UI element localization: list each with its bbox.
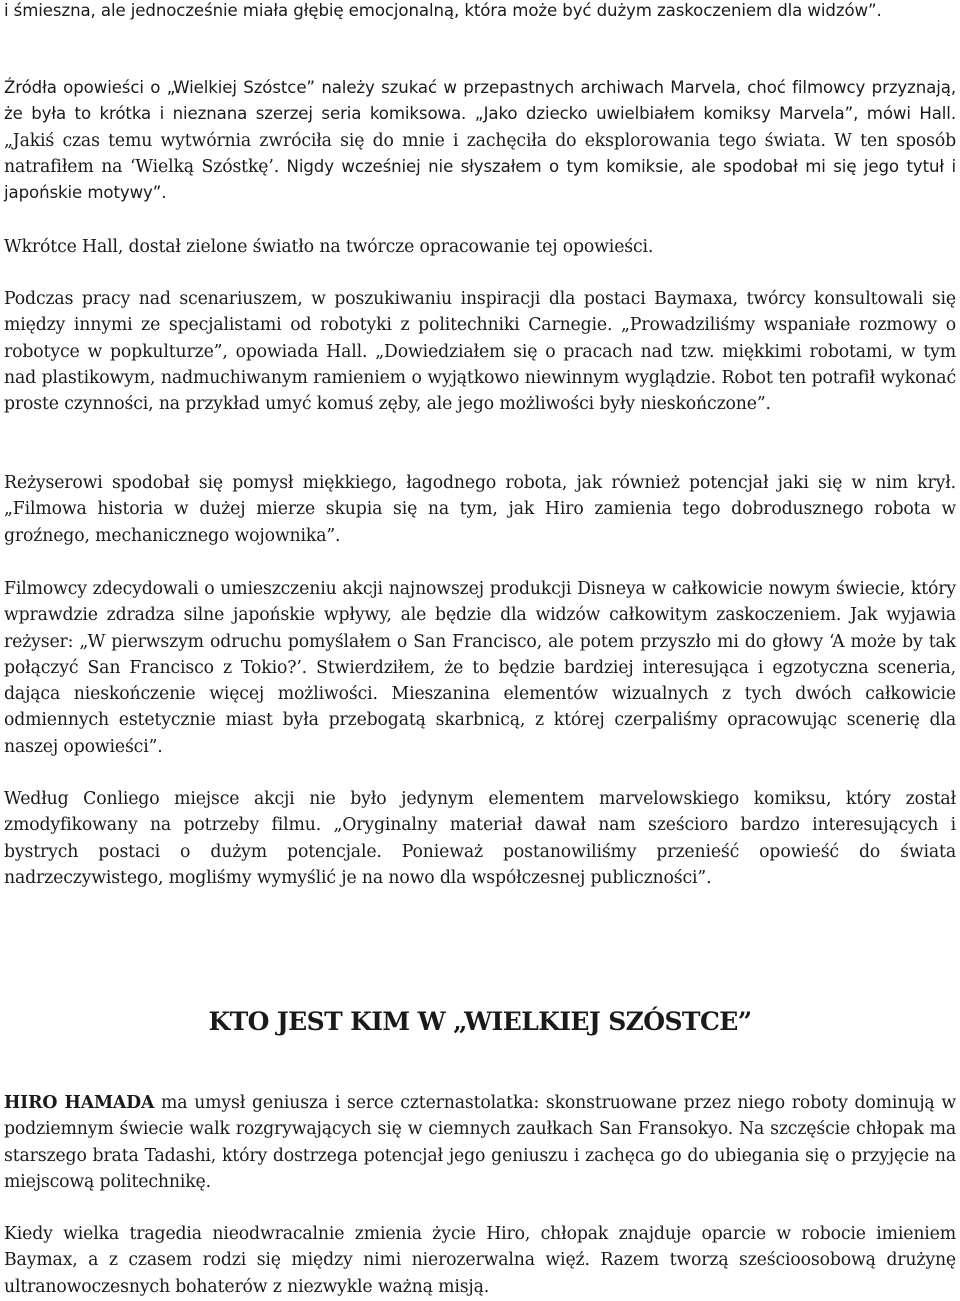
paragraph-director-idea <box>4 470 956 549</box>
paragraph-text-part: „Jakiś czas temu wytwórnia zwróciła się do mnie i zachęciła do eksplorowania tego świata. W ten sposób natrafiłem na ‘Wielką Szóstkę’. <box>4 130 956 177</box>
paragraph-text: Według Conliego miejsce akcji nie było jedynym elementem marvelowskiego komiksu, który został zmodyfikowany na potrzeby filmu. „Oryginalny materiał dawał nam sześcioro bardzo interesujących i bystrych postaci o dużym potencjale. Ponieważ postanowiliśmy przenieść opowieść do świata nadrzeczywistego, mogliśmy wymyślić je na nowo dla współczesnej publiczności”. <box>4 789 956 888</box>
paragraph-text: i śmieszna, ale jednocześnie miała głębię emocjonalną, która może być dużym zaskoczeniem dla widzów”. <box>4 1 882 20</box>
paragraph-scenario-research <box>4 286 956 417</box>
paragraph-baymax-team <box>4 1221 956 1300</box>
paragraph-text: Wkrótce Hall, dostał zielone światło na twórcze opracowanie tej opowieści. <box>4 237 654 257</box>
paragraph-text-part: Źródła opowieści o „Wielkiej Szóstce” należy szukać w przepastnych archiwach Marvela, choć filmowcy przyznają, że była to krótka i nieznana szerzej seria komiksowa. „Jako dziecko uwielbiałem komiksy Marvela”, mówi Hall. <box>4 78 956 124</box>
paragraph-setting <box>4 576 956 760</box>
paragraph-text-part: Nigdy wcześniej nie słyszałem o tym komiksie, ale spodobał mi się jego tytuł i japońskie motywy”. <box>4 156 956 203</box>
paragraph-intro-continuation <box>4 0 956 24</box>
paragraph-text: ma umysł geniusza i serce czternastolatka: skonstruowane przez niego roboty dominują w podziemnym świecie walk rozgrywających się w ciemnych zaułkach San Fransokyo. Na szczęście chłopak ma starszego brata Tadashi, który dostrzega potencjał jego geniuszu i zachęca go do ubiegania się o przyjęcie na miejscową politechnikę. <box>4 1093 956 1192</box>
paragraph-text: Reżyserowi spodobał się pomysł miękkiego, łagodnego robota, jak również potencjał jaki się w nim krył. „Filmowa historia w dużej mierze skupia się na tym, jak Hiro zamienia tego dobrodusznego robota w groźnego, mechanicznego wojownika”. <box>4 473 956 546</box>
section-heading: KTO JEST KIM W „WIELKIEJ SZÓSTCE” <box>208 1007 752 1036</box>
paragraph-green-light <box>4 234 956 260</box>
paragraph-text: Filmowcy zdecydowali o umieszczeniu akcji najnowszej produkcji Disneya w całkowicie nowym świecie, który wprawdzie zdradza silne japońskie wpływy, ale będzie dla widzów całkowitym zaskoczeniem. Jak wyjawia reżyser: „W pierwszym odruchu pomyślałem o San Francisco, ale potem przyszło mi do głowy ‘A może by tak połączyć San Francisco z Tokio?’. Stwierdziłem, że to będzie bardziej interesująca i egzotyczna sceneria, dająca nieskończenie więcej możliwości. Mieszanina elementów wizualnych z tych dwóch całkowicie odmiennych estetycznie miast była przebogatą skarbnicą, z której czerpaliśmy opracowując scenerię dla naszej opowieści”. <box>4 579 956 757</box>
paragraph-hiro-hamada <box>4 1090 956 1195</box>
paragraph-sources <box>4 75 956 206</box>
character-name: HIRO HAMADA <box>4 1093 155 1113</box>
paragraph-conli <box>4 786 956 891</box>
paragraph-text: Kiedy wielka tragedia nieodwracalnie zmienia życie Hiro, chłopak znajduje oparcie w robocie imieniem Baymax, a z czasem rodzi się między nimi nierozerwalna więź. Razem tworzą sześcioosobową drużynę ultranowoczesnych bohaterów z niezwykle ważną misją. <box>4 1224 956 1297</box>
paragraph-text: Podczas pracy nad scenariuszem, w poszukiwaniu inspiracji dla postaci Baymaxa, twórcy konsultowali się między innymi ze specjalistami od robotyki z politechniki Carnegie. „Prowadziliśmy wspaniałe rozmowy o robotyce w popkulturze”, opowiada Hall. „Dowiedziałem się o pracach nad tzw. miękkimi robotami, w tym nad plastikowym, nadmuchiwanym ramieniem o wyjątkowo niewinnym wyglądzie. Robot ten potrafił wykonać proste czynności, na przykład umyć komuś zęby, ale jego możliwości były nieskończone”. <box>4 289 956 415</box>
